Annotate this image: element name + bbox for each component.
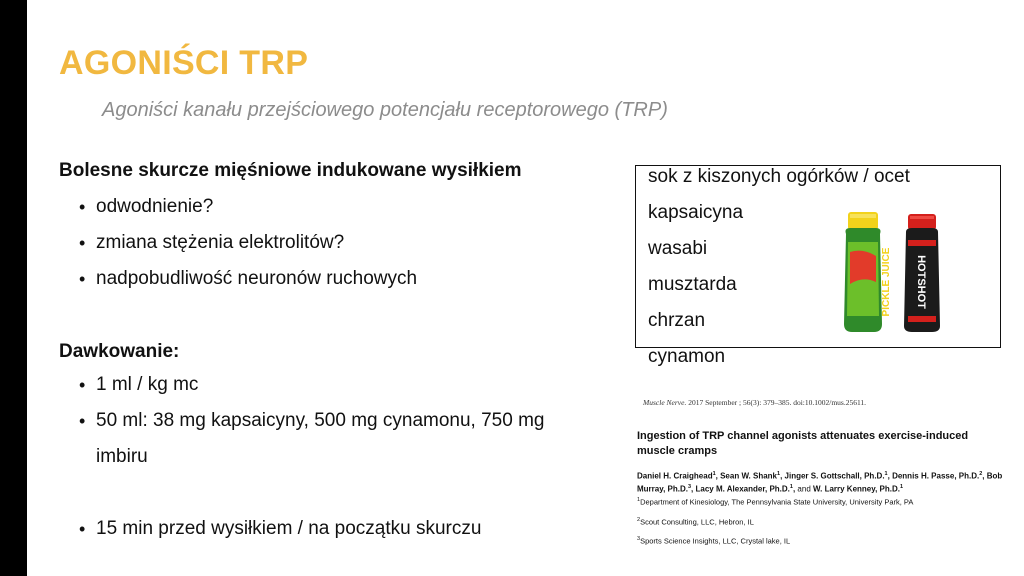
affiliation: $^1$Department of Kinesiology, The Pennsylvania State University, University Park, PA [637,497,914,507]
author: Lacy M. Alexander, Ph.D. [695,484,790,494]
author: Bob Murray, Ph.D. [637,471,1003,494]
journal-details: 2017 September ; 56(3): 379–385. doi:10.1002/mus.25611. [688,398,867,407]
hotshot-bottle [904,214,940,332]
agonist-item: musztarda [648,274,737,295]
paper-authors: Daniel H. Craighead$^1$, Sean W. Shank$^1$, Jinger S. Gottschall, Ph.D.$^1$, Dennis H. Passe, Ph.D.$^2$, Bob Murray, Ph.D.$^3$, Lacy M. Alexander, Ph.D.$^1$, and W. Larry Kenney, Ph.D.$^1$ [637,471,1003,494]
author: Sean W. Shank [720,471,777,481]
agonist-item: kapsaicyna [648,202,744,223]
journal-name: Muscle Nerve. [643,398,687,407]
paper-citation [623,398,1023,546]
pickle-juice-bottle [844,212,892,332]
section-heading-cramps: Bolesne skurcze mięśniowe indukowane wysiłkiem [59,160,522,181]
list-item: • zmiana stężenia elektrolitów? [79,225,579,261]
affiliation: $^2$Scout Consulting, LLC, Hebron, IL [637,516,754,527]
list-item: • 1 ml / kg mc [79,367,579,403]
slide-title: AGONIŚCI TRP [59,44,309,82]
list-item: • 15 min przed wysiłkiem / na początku skurczu [79,511,579,547]
slide [27,0,1024,576]
product-bottles-image [836,212,956,336]
author: Daniel H. Craighead [637,471,713,481]
dosage-list [79,367,579,547]
affiliation: $^3$Sports Science Insights, LLC, Crystal lake, IL [637,536,791,546]
author-conjunction: and [797,484,811,494]
list-item: • odwodnienie? [79,189,579,225]
journal-reference [643,398,1023,407]
svg-text:PICKLE JUICE: PICKLE JUICE [881,247,892,317]
agonist-item: chrzan [648,310,706,331]
author: Jinger S. Gottschall, Ph.D. [784,471,885,481]
paper-title: Ingestion of TRP channel agonists attenuates exercise-induced muscle cramps [637,430,969,457]
author: W. Larry Kenney, Ph.D. [813,484,900,494]
list-item: • 50 ml: 38 mg kapsaicyny, 500 mg cynamonu, 750 mg imbiru [79,403,566,475]
list-item: • nadpobudliwość neuronów ruchowych [79,261,579,297]
agonist-item: cynamon [648,346,726,367]
section-heading-dosage: Dawkowanie: [59,341,180,362]
svg-text:HOTSHOT: HOTSHOT [915,255,927,309]
agonists-box [635,165,1001,367]
author: Dennis H. Passe, Ph.D. [892,471,980,481]
agonist-item: sok z kiszonych ogórków / ocet [648,166,910,187]
agonist-item: wasabi [648,238,708,259]
cramp-causes-list [79,189,579,297]
slide-subtitle: Agoniści kanału przejściowego potencjału receptorowego (TRP) [102,99,668,121]
